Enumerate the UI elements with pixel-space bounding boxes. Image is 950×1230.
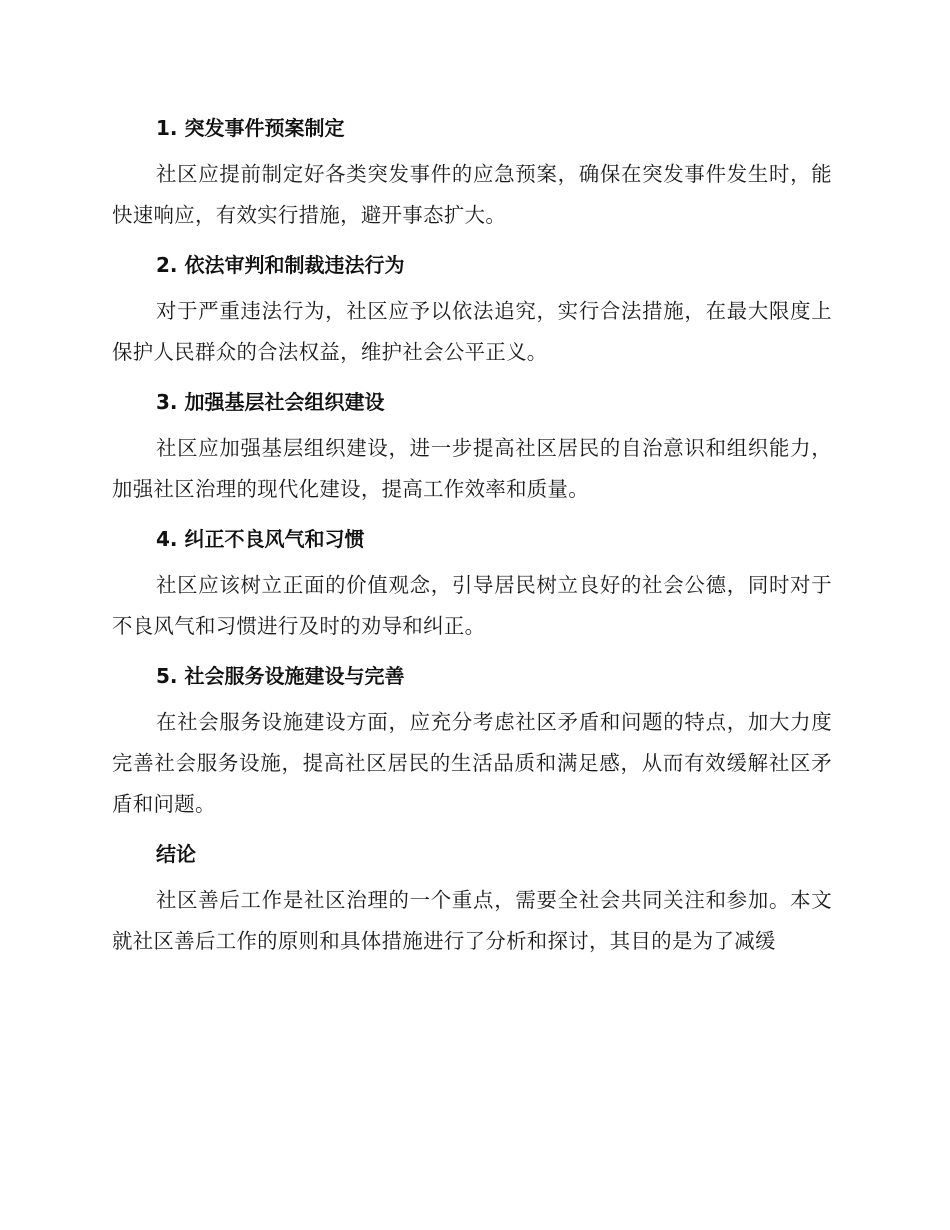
conclusion-paragraph: 社区善后工作是社区治理的一个重点，需要全社会共同关注和参加。本文就社区善后工作的原则和具体措施进行了分析和探讨，其目的是为了减缓 [112,888,832,953]
section-paragraph-2: 对于严重违法行为，社区应予以依法追究，实行合法措施，在最大限度上保护人民群众的合法权益，维护社会公平正义。 [112,299,832,364]
section-heading-1: 1. 突发事件预案制定 [156,116,345,140]
section-heading-4: 4. 纠正不良风气和习惯 [156,527,365,551]
section-paragraph-1: 社区应提前制定好各类突发事件的应急预案，确保在突发事件发生时，能快速响应，有效实行措施，避开事态扩大。 [112,162,832,227]
section-paragraph-3: 社区应加强基层组织建设，进一步提高社区居民的自治意识和组织能力，加强社区治理的现代化建设，提高工作效率和质量。 [112,436,832,501]
conclusion-heading: 结论 [156,842,196,866]
document-content [112,108,832,971]
section-heading-5: 5. 社会服务设施建设与完善 [156,664,405,688]
section-heading-3: 3. 加强基层社会组织建设 [156,390,385,414]
section-paragraph-4: 社区应该树立正面的价值观念，引导居民树立良好的社会公德，同时对于不良风气和习惯进行及时的劝导和纠正。 [112,573,832,638]
section-heading-2: 2. 依法审判和制裁违法行为 [156,253,405,277]
section-paragraph-5: 在社会服务设施建设方面，应充分考虑社区矛盾和问题的特点，加大力度完善社会服务设施，提高社区居民的生活品质和满足感，从而有效缓解社区矛盾和问题。 [112,710,832,816]
